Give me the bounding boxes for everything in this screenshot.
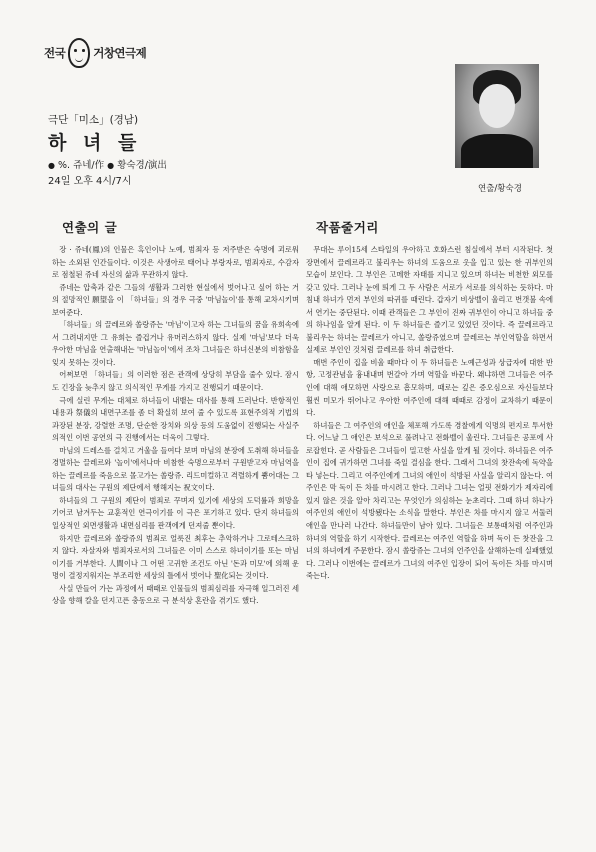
- photo-caption: 연출/황숙경: [478, 184, 522, 194]
- troupe-name: 극단「미소」(경남): [48, 114, 139, 126]
- director-notes-paragraph: 장 · 쥬네(鳳)의 인물은 흑인이나 노예, 범죄자 등 저주받은 숙명에 괴로워 하는 소외된 인간들이다. 이것은 사생아로 태어나 부랑자로, 범죄자로, 수감자로 점철된 쥬네 자신의 삶과 무관하지 않다.: [52, 245, 299, 280]
- play-header: [48, 112, 167, 187]
- festival-logo-right: 거창연극제: [93, 46, 147, 60]
- synopsis-column: [306, 218, 553, 583]
- performance-datetime: 24일 오후 4시/7시: [48, 176, 132, 187]
- synopsis-paragraph: 하녀들은 그 여주인의 애인을 체포해 가도록 경찰에게 익명의 편지로 투서한다. 어느날 그 애인은 보석으로 풀려나고 전화벨이 울린다. 그녀들은 공포에 사로잡힌다. 곧 사람들은 그녀들이 밀고한 사실을 알게 될 것이다. 하녀들은 여주인이 집에 귀가하면 그녀를 죽일 결심을 한다. 그래서 그녀의 찻잔속에 독약을 타 넣는다. 그리고 여주인에게 그녀의 애인이 석방된 사실을 알리지 않는다. 여주인은 막 독이 든 차를 마시려고 한다. 그러나 그녀는 얼핏 전화기가 제자리에 있지 않은 것을 알아 차리고는 무엇인가 의심하는 눈초리다. 그때 하녀 하나가 여주인의 애인이 석방됐다는 소식을 말한다. 부인은 차를 마시지 않고 서둘러 애인을 만나러 나간다. 하녀들만이 남아 있다. 그녀들은 보통때처럼 여주인과 하녀의 역할을 하기 시작한다. 끌레르는 여주인 역할을 하며 독이 든 찻잔을 그녀의 하녀에게 주문한다. 잠시 쏠랑쥬는 그녀의 언주인을 살해하는데 실패했었다. 그러나 이번에는 끌레르가 그녀의 여주인 입장이 되어 독이든 차를 마시며 죽는다.: [306, 420, 553, 581]
- director: 황숙경/演出: [117, 160, 167, 171]
- director-notes-paragraph: 사실 만들어 가는 과정에서 때때로 인물들의 범죄심리를 자극해 일그러진 세상을 향해 칼을 던지고픈 충동으로 극 분석상 혼란을 겪기도 했다.: [52, 583, 299, 606]
- director-notes-heading: 연출의 글: [62, 220, 118, 235]
- director-notes-paragraph: 쥬네는 압축과 같은 그들의 생활과 그러한 현실에서 벗어나고 싶어 하는 거의 절망적인 願望을 이 「하녀들」의 경우 극중 '마님놀이'를 통해 교차시키며 보여준다.: [52, 282, 299, 317]
- festival-logo-left: 전국: [44, 46, 66, 60]
- director-notes-paragraph: 극에 실린 무게는 대체로 하녀들이 내뱉는 대사를 통해 드러난다. 반항적인 내용과 祭儀의 내면구조를 좀 더 확실히 보여 줄 수 있도록 표현주의적 기법의 과장된 분장, 강렬한 조명, 단순한 장치와 의상 등의 도움없이 진행되는 사실주의적인 이번 공연의 극 진행에서는 더욱이 그렇다.: [52, 395, 299, 443]
- director-notes-paragraph: 어쩌보면 「하녀들」의 이러한 점은 관객에 상당히 부담을 줄수 있다. 잠시도 긴장을 늦추지 않고 의식적인 무게를 가지고 진행되기 때문이다.: [52, 370, 299, 393]
- synopsis-paragraph: 매번 주인이 집을 비울 때마다 이 두 하녀들은 노예근성과 상급자에 대한 반항, 고정관념을 흉내내며 번갈아 가며 역할을 바꾼다. 왜냐하면 그녀들은 여주인에 대해 애모하면 사랑으로 흠모하며, 때로는 깊은 증오심으로 자신들보다 훨씬 미모가 뛰어나고 우아한 여주인에 대해 때때로 감정이 교차하기 때문이다.: [306, 357, 553, 418]
- play-credits: [48, 157, 167, 171]
- play-title: 하 녀 들: [48, 132, 142, 154]
- director-notes-paragraph: 마님의 드레스를 걸치고 거울을 들여다 보며 마님의 분장에 도취해 하녀들을 경멸하는 끌레르와 '놀이'에서나마 비참한 숙명으로부터 구원받고자 마님역을 하는 끌레르를 죽음으로 몰고가는 쏠랑쥬. 리드미컬하고 격렬하게 뿜어대는 그녀들의 대사는 구원의 제단에서 행해지는 祝文이다.: [52, 445, 299, 493]
- synopsis-heading: 작품줄거리: [316, 220, 379, 235]
- bullet-icon: ●: [107, 161, 115, 170]
- author: %. 쥬네/作: [58, 160, 105, 171]
- director-notes-paragraph: 하지만 끌레르와 쏠랑쥬의 범죄로 얼룩진 최후는 추악하거나 그로테스크하지 않다. 자살자와 범죄자로서의 그녀들은 이미 스스로 하녀이기를 또는 마님이기를 거부한다. 人間이나 그 어떤 고귀한 조건도 아닌 '돈과 미모'에 의해 운명이 결정지워지는 부조리한 세상의 틀에서 벗어나 聖化되는 것이다.: [52, 533, 299, 581]
- festival-logo: [44, 38, 146, 68]
- director-notes-paragraph: 하녀들의 그 구원의 제단이 범죄로 꾸며져 있기에 세상의 도덕률과 희망을 기어코 남겨두는 교훈적인 연극이기를 이 극은 포기하고 있다. 단지 하녀들의 일상적인 외면생활과 내면심리를 판객에게 던져줄 뿐이다.: [52, 495, 299, 531]
- mask-icon: [68, 38, 90, 68]
- director-notes-paragraph: 「하녀들」의 끌레르와 쏠랑쥬는 '마님'이고자 하는 그녀들의 꿈을 유희속에서 그려내지만 그 유희는 즐겁거나 유머러스하지 않다. 실제 '마님'보다 더욱 우아한 마님을 연출해내는 '마님놀이'에서 조차 그녀들은 하녀신분의 비참함을 잊지 못하는 것이다.: [52, 320, 299, 367]
- director-notes-column: [52, 218, 299, 608]
- bullet-icon: ●: [48, 161, 55, 170]
- director-photo: [455, 64, 539, 168]
- synopsis-paragraph: 무대는 루이15세 스타일의 우아하고 호화스런 침실에서 부터 시작된다. 첫 장면에서 끌레르라고 불리우는 하녀의 도움으로 옷을 입고 있는 한 귀부인의 모습이 보인다. 그 부인은 고메한 자태를 지니고 있으며 하녀는 비천한 외모를 갖고 있다. 그러나 눈에 띄게 그 두 사람은 서로가 서로를 의식하는 듯하다. 마침내 하녀가 먼저 부인의 따귀를 때린다. 갑자기 비상벨이 울리고 번갯불 속에서 연기는 중단된다. 이때 관객들은 그 부인이 진짜 귀부인이 아니고 하녀들 중의 하나임을 알게 된다. 이 두 하녀들은 즐기고 있었던 것이다. 즉 끌레르라고 불리우는 하녀는 끌레르가 아니고, 쏠랑쥬였으며 끌레르는 부인역할을 하면서 실제로 부인인 것처럼 끌레르를 하녀 취급한다.: [306, 245, 553, 355]
